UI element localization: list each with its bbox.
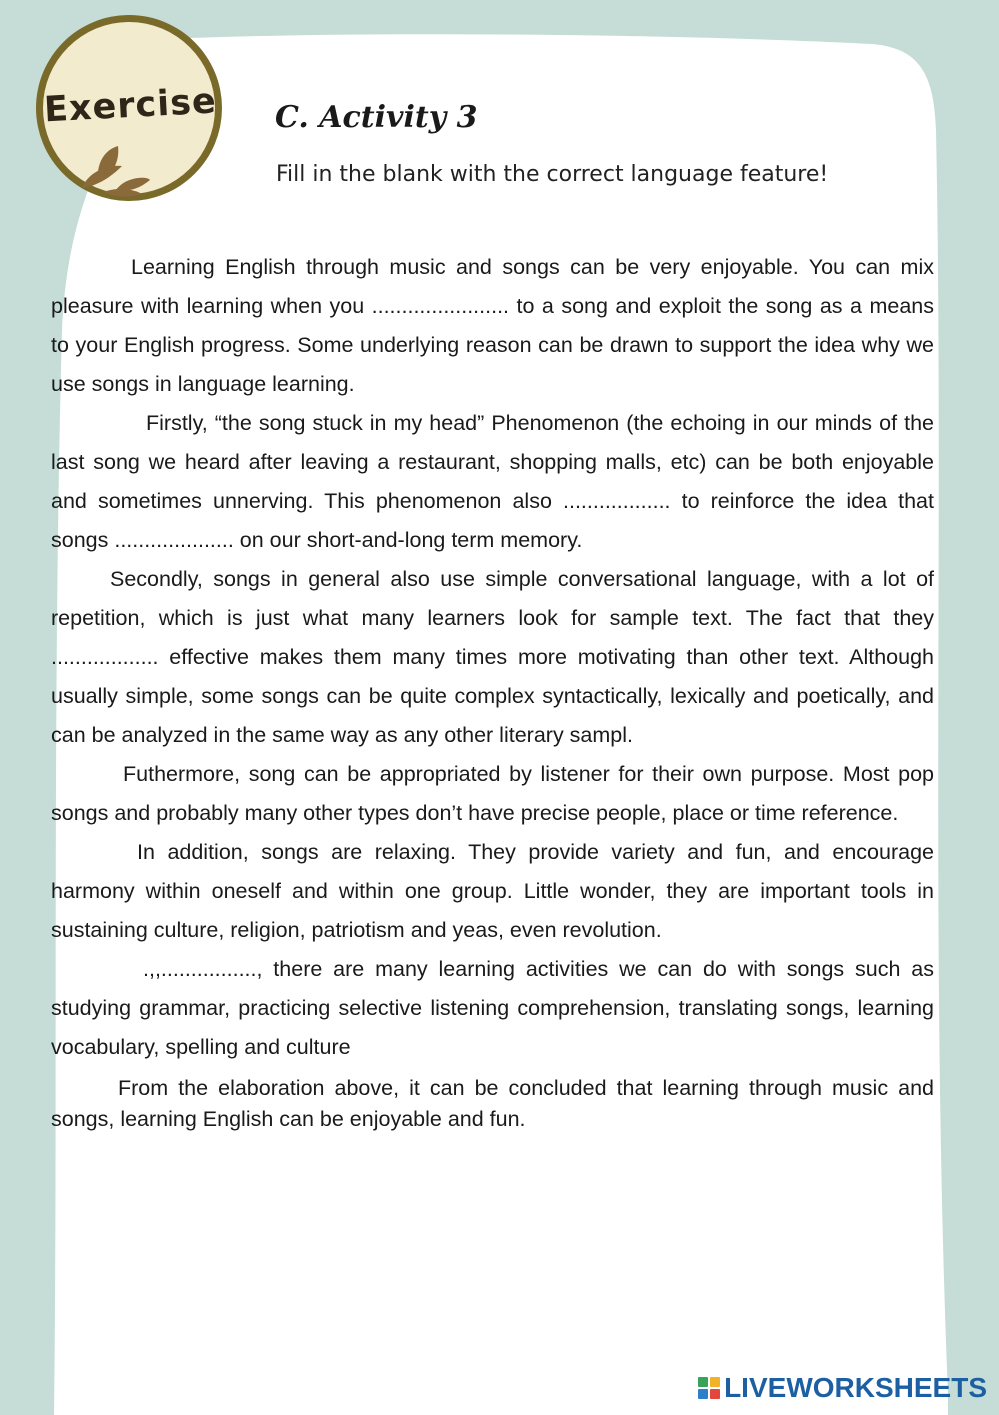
liveworksheets-brand-text: LIVEWORKSHEETS [724,1372,987,1403]
paragraph-3: Secondly, songs in general also use simple conversational language, with a lot of repetition, which is just what many learners look for sample text. The fact that they .................. effective makes them many times more motivating than other text. Although usually simple, some songs can be quite complex syntactically, lexically and poetically, and can be analyzed in the same way as any other literary sampl. [51,567,934,747]
exercise-badge-label: Exercise [43,81,218,131]
liveworksheets-logo [698,1372,987,1404]
liveworksheets-logo-icon [698,1377,722,1399]
paragraph-6: .,,................, there are many learning activities we can do with songs such as studying grammar, practicing selective listening comprehension, translating songs, learning vocabulary, spelling and culture [51,957,934,1059]
reading-passage [51,248,934,1135]
paragraph-2: Firstly, “the song stuck in my head” Phenomenon (the echoing in our minds of the last song we heard after leaving a restaurant, shopping malls, etc) can be both enjoyable and sometimes unnerving. This phenomenon also .................. to reinforce the idea that songs .................... on our short-and-long term memory. [51,411,934,552]
paragraph-4: Futhermore, song can be appropriated by listener for their own purpose. Most pop songs and probably many other types don’t have precise people, place or time reference. [51,762,934,825]
activity-title: C. Activity 3 [275,100,478,135]
paragraph-1: Learning English through music and songs can be very enjoyable. You can mix pleasure with learning when you ....................... to a song and exploit the song as a means to your English progress. Some underlying reason can be drawn to support the idea why we use songs in language learning. [51,255,934,396]
paragraph-7: From the elaboration above, it can be concluded that learning through music and songs, learning English can be enjoyable and fun. [51,1076,934,1131]
paragraph-5: In addition, songs are relaxing. They provide variety and fun, and encourage harmony within oneself and within one group. Little wonder, they are important tools in sustaining culture, religion, patriotism and yeas, even revolution. [51,840,934,942]
instruction-text: Fill in the blank with the correct language feature! [276,162,829,187]
